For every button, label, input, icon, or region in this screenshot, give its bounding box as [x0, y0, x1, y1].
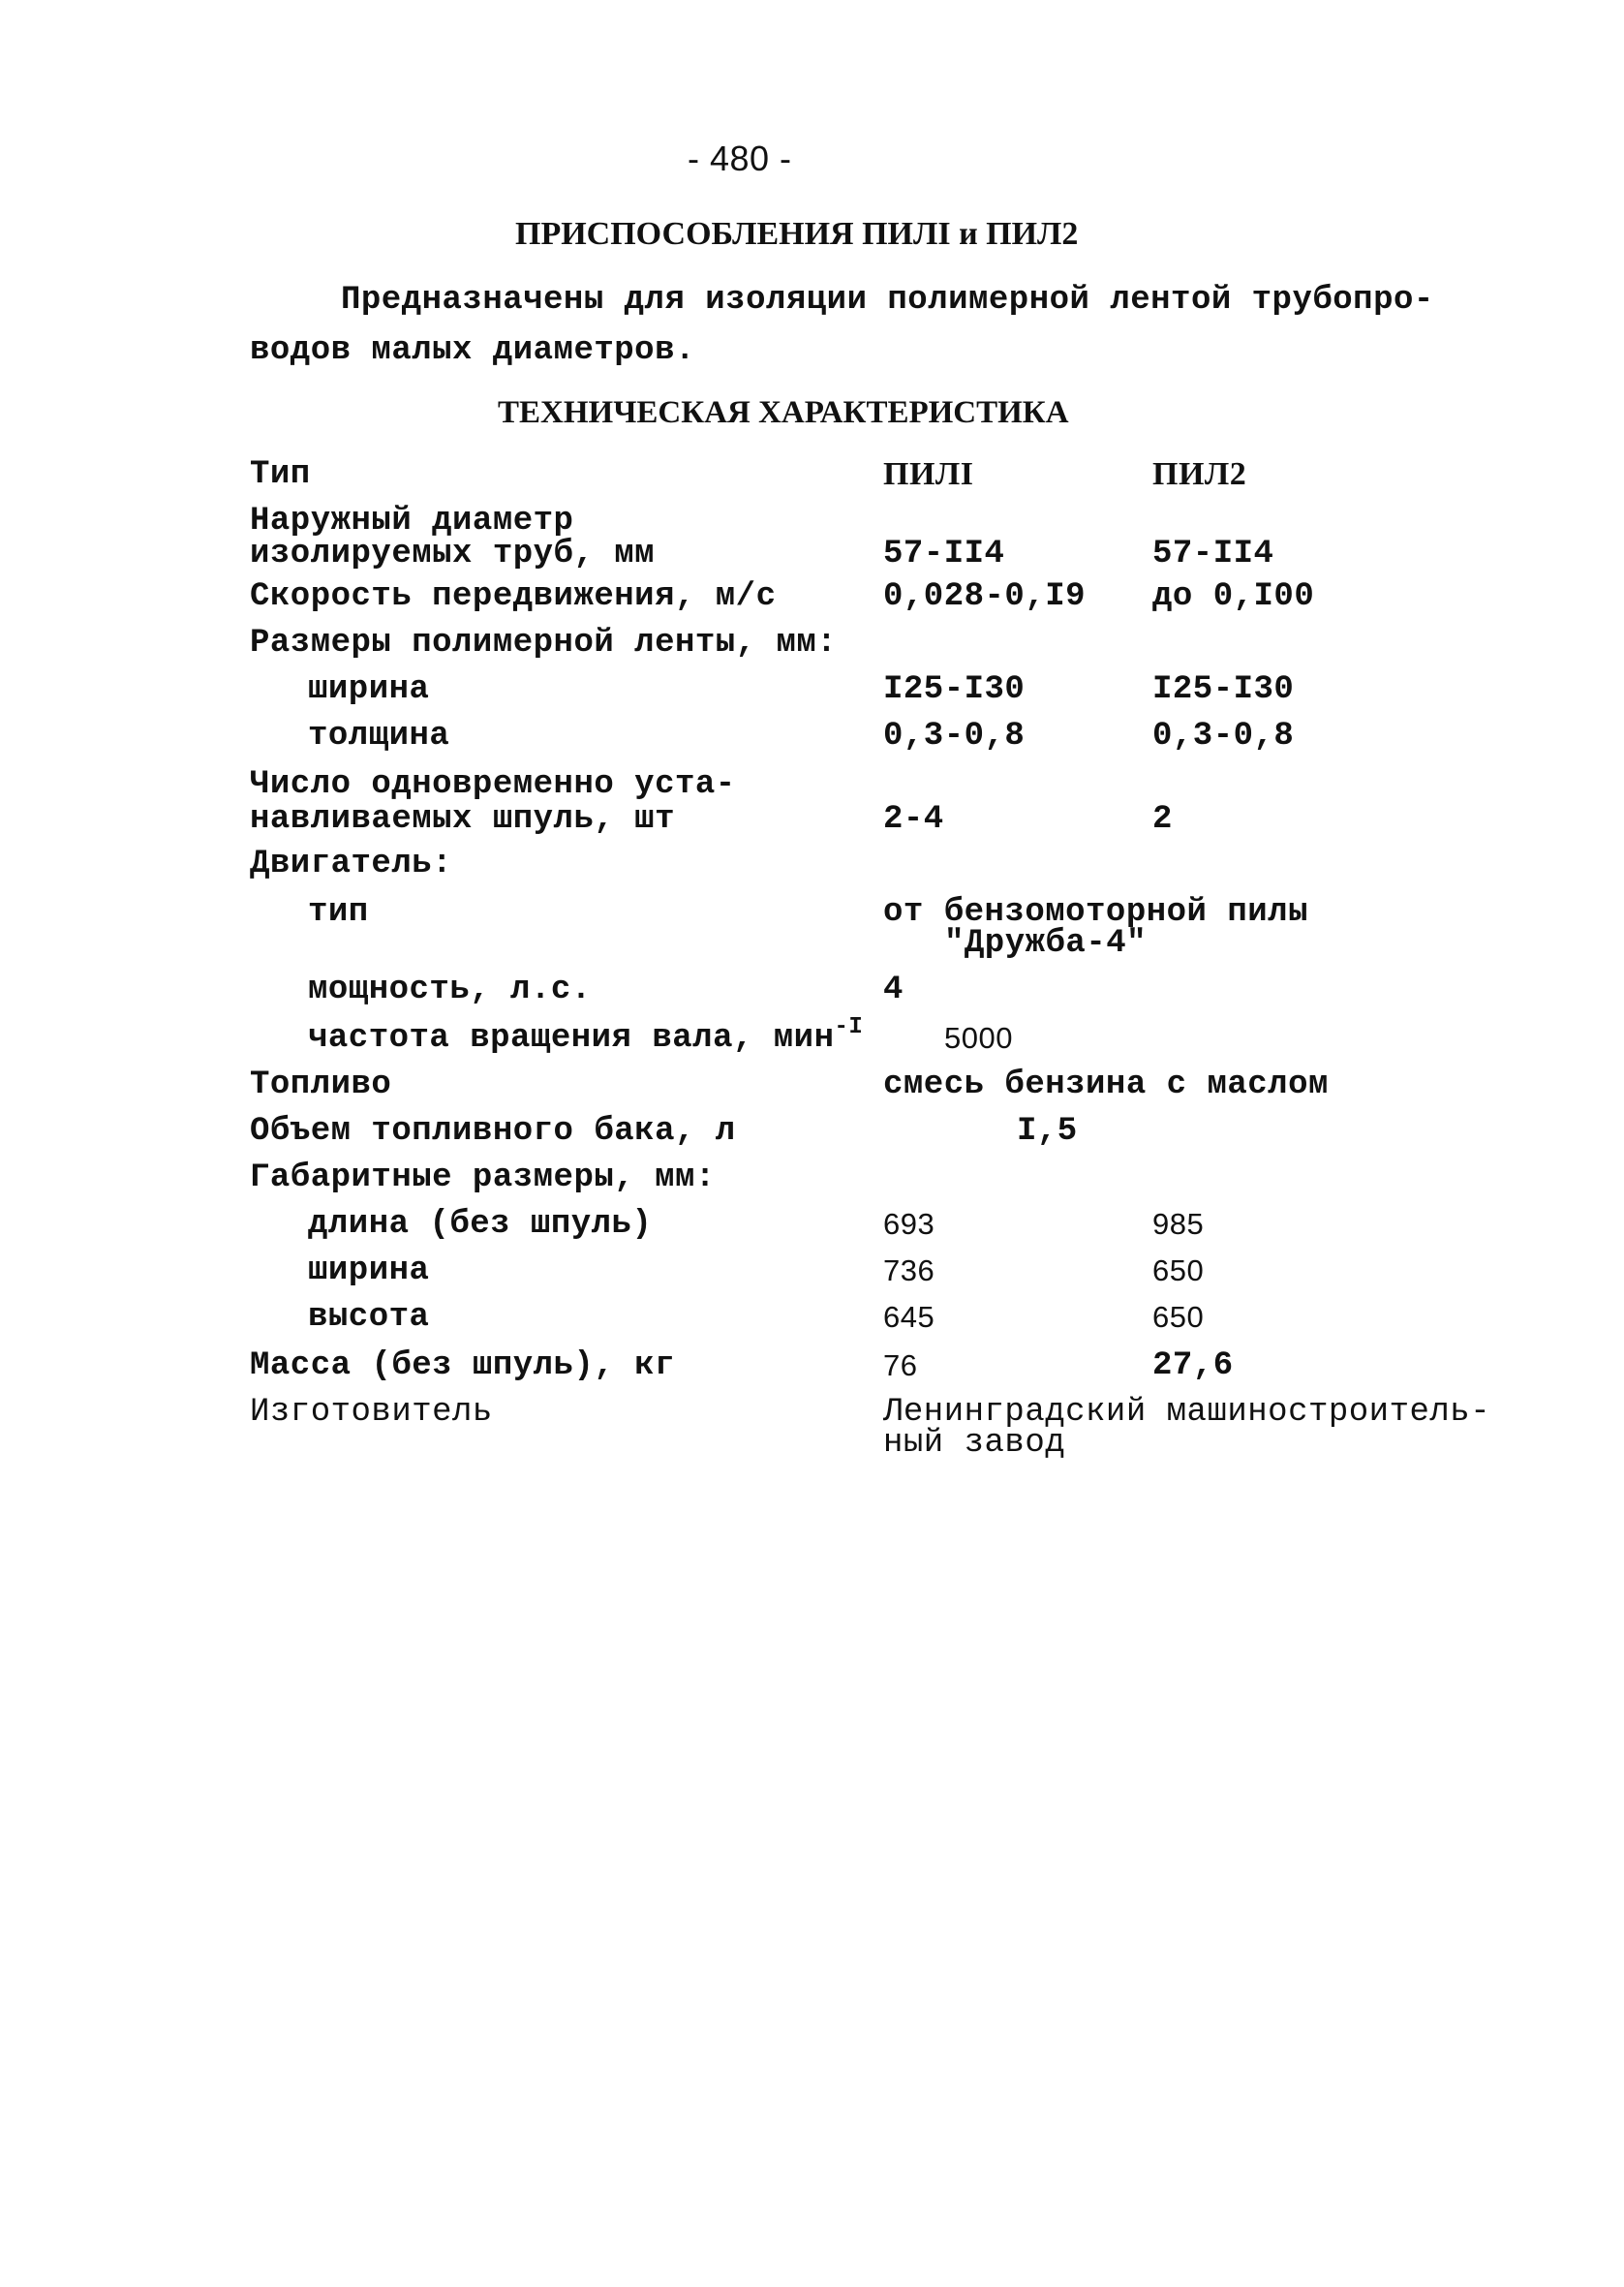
dims-label: Габаритные размеры, мм: — [250, 1159, 716, 1196]
width-col2: 650 — [1152, 1253, 1205, 1287]
speed-col2: до 0,I00 — [1152, 578, 1315, 615]
length-label: длина (без шпуль) — [308, 1206, 653, 1243]
width-col1: 736 — [883, 1253, 935, 1287]
intro-line-1: Предназначены для изоляции полимерной лентой трубопро- — [341, 282, 1434, 319]
spools-label-1: Число одновременно уста- — [250, 766, 736, 803]
fuel-label: Топливо — [250, 1066, 392, 1103]
mass-col2: 27,6 — [1152, 1347, 1234, 1384]
speed-col1: 0,028-0,I9 — [883, 578, 1087, 615]
engine-power-label: мощность, л.с. — [308, 972, 592, 1008]
length-col1: 693 — [883, 1207, 935, 1241]
tape-width-label: ширина — [308, 671, 430, 708]
tank-label: Объем топливного бака, л — [250, 1113, 736, 1150]
width-label: ширина — [308, 1252, 430, 1289]
mass-label: Масса (без шпуль), кг — [250, 1347, 675, 1384]
tape-width-col1: I25-I30 — [883, 671, 1026, 708]
engine-type-value-2: "Дружба-4" — [944, 925, 1148, 962]
engine-power-value: 4 — [883, 972, 904, 1008]
engine-rpm-label — [308, 1014, 864, 1061]
spools-col2: 2 — [1152, 801, 1173, 838]
mass-col1: 76 — [883, 1348, 918, 1382]
height-label: высота — [308, 1299, 430, 1336]
diameter-label-2: изолируемых труб, мм — [250, 536, 656, 572]
maker-label: Изготовитель — [250, 1394, 493, 1431]
length-col2: 985 — [1152, 1207, 1205, 1241]
height-col2: 650 — [1152, 1300, 1205, 1334]
intro-line-2: водов малых диаметров. — [250, 332, 695, 369]
fuel-value: смесь бензина с маслом — [883, 1066, 1329, 1103]
maker-value-2: ный завод — [883, 1425, 1066, 1462]
type-col1: ПИЛI — [883, 456, 974, 492]
engine-rpm-unit-exponent: -I — [834, 1014, 864, 1040]
page-number: - 480 - — [688, 139, 792, 178]
diameter-label-1: Наружный диаметр — [250, 503, 574, 540]
type-label: Тип — [250, 456, 311, 493]
tape-width-col2: I25-I30 — [1152, 671, 1295, 708]
speed-label: Скорость передвижения, м/с — [250, 578, 777, 615]
tape-thickness-col1: 0,3-0,8 — [883, 718, 1026, 755]
spools-label-2: навливаемых шпуль, шт — [250, 801, 675, 838]
engine-rpm-value: 5000 — [944, 1021, 1013, 1055]
tank-value: I,5 — [1017, 1113, 1078, 1150]
engine-type-value-1: от бензомоторной пилы — [883, 894, 1308, 931]
tape-thickness-label: толщина — [308, 718, 450, 755]
engine-label: Двигатель: — [250, 846, 453, 882]
diameter-col1: 57-II4 — [883, 536, 1005, 572]
engine-rpm-label-text: частота вращения вала, мин — [308, 1020, 835, 1057]
tape-thickness-col2: 0,3-0,8 — [1152, 718, 1295, 755]
height-col1: 645 — [883, 1300, 935, 1334]
document-title: ПРИСПОСОБЛЕНИЯ ПИЛI и ПИЛ2 — [515, 216, 1079, 252]
engine-type-label: тип — [308, 894, 369, 931]
maker-value-1: Ленинградский машиностроитель- — [883, 1394, 1491, 1431]
spools-col1: 2-4 — [883, 801, 944, 838]
tape-label: Размеры полимерной ленты, мм: — [250, 625, 838, 662]
diameter-col2: 57-II4 — [1152, 536, 1274, 572]
section-subtitle: ТЕХНИЧЕСКАЯ ХАРАКТЕРИСТИКА — [498, 395, 1069, 430]
type-col2: ПИЛ2 — [1152, 456, 1247, 492]
